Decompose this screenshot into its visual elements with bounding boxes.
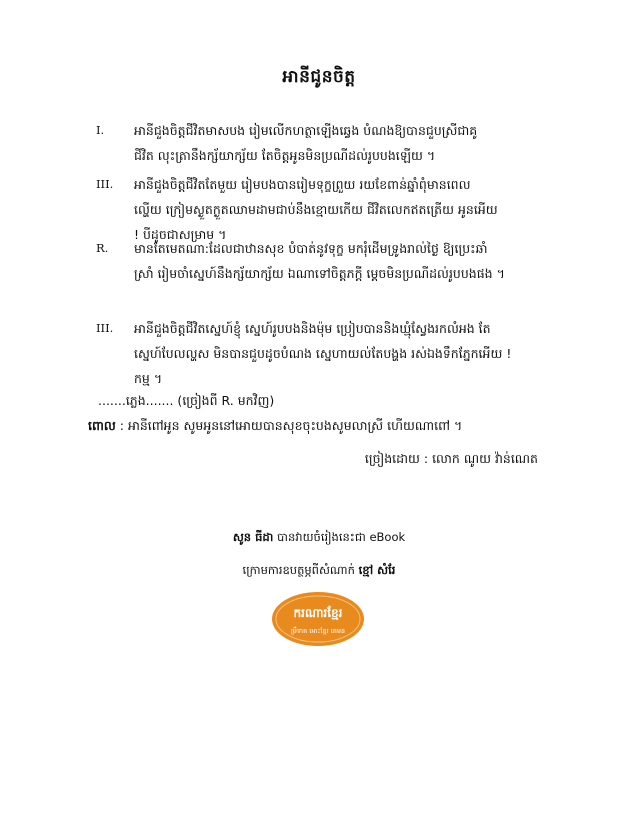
- verse-refrain: [98, 236, 538, 286]
- spoken-note: [88, 418, 462, 437]
- verse-line: ! បីដូចជាសម្រាម ។: [134, 227, 227, 242]
- singer-credit: ច្រៀងដោយ : លោក ណូយ វ៉ាន់ណេត: [364, 451, 538, 466]
- sponsor-name: ខ្មៅ សំរែ: [358, 563, 396, 577]
- verse-line: ស្នេហ៍បែលល្ហស មិនបានជួបដូចបំណង ស្នេហាយល់តែបង្ហង រស់ឯងទឹកភ្នែកអើយ !: [134, 346, 512, 361]
- logo-subtitle: ម្រឹទាគ អោះខ្មែរ គេមន: [290, 627, 346, 635]
- verse-line: អានីជួងចិត្តជីវិតតែមួយ រៀមបងបានរៀមទុក្ខព្រួយ រយខែពាន់ឆ្នាំពុំមានពេល: [134, 177, 471, 192]
- verse-line: មានតែមេតណា:ដែលជាឋានសុខ បំបាត់នូវទុក្ខ មករុំដើមទ្រូងរាល់ថ្ងៃ ឱ្យប្រេះឆាំ: [134, 241, 488, 256]
- verse-3: [98, 316, 538, 391]
- logo-title: ករណារខ្មែរ: [293, 606, 343, 620]
- verse-line: កម្ម ។: [134, 371, 163, 386]
- verse-number: III.: [96, 177, 114, 191]
- verse-line: អានីជួងចិត្តជីវិតមាសបង រៀមលើកហត្ថាឡើងឆ្វេង បំណងឱ្យបានជួបស្រីជាគូ: [134, 123, 478, 138]
- spoken-note-text: : អានីពៅអូន សូមអូននៅអោយបានសុខចុះបងសូមលាស្រី ហើយណាពៅ ។: [115, 418, 463, 433]
- verse-1: [98, 118, 538, 168]
- spoken-note-label: ពោល: [88, 418, 116, 433]
- chorus-note: .......ភ្លេង....... (ច្រៀងពី R. មកវិញ): [98, 393, 275, 408]
- verse-number: R.: [96, 241, 109, 255]
- verse-number: III.: [96, 321, 114, 335]
- verse-line: ស្រាំ រៀមចាំស្នេហ៍នឹងក្ស័យាក្ស័យ ឯណាទៅចិត្តភក្តី ម្តេចមិនប្រណីដល់រូបបងផង ។: [134, 266, 505, 281]
- page-title: អានីជូនចិត្ត: [282, 67, 356, 87]
- verse-line: ល្ហើយ ក្រៀមស្ងួតក្ងួតឈាមដាមជាប់នឹងខ្មោយកើយ ជីវិតលេកឥតត្រើយ អូនអើយ: [134, 202, 498, 217]
- sponsor-credit: [0, 563, 638, 580]
- sponsor-text: ក្រោមការឧបត្ថម្ភពីសំណាក់: [242, 563, 359, 577]
- khmer-logo-icon: [270, 590, 366, 648]
- typist-text: បានវាយចំរៀងនេះជា eBook: [273, 530, 406, 544]
- typist-name: សូន ធីដា: [232, 530, 274, 544]
- verse-line: អានីជួងចិត្តជីវិតស្នេហ៍ខ្ញុំ ស្នេហ៍រូបបងនិងម៉ុម ប្រៀបបាននិងឃ្មុំស្វែងរកលំអង តែ: [134, 321, 491, 336]
- verse-number: I.: [96, 123, 105, 137]
- typist-credit: [0, 530, 638, 547]
- verse-line: ជីវិត លុះត្រានឹងក្ស័យាក្ស័យ តែចិត្តអូនមិនប្រណីដល់រូបបងឡើយ ។: [134, 148, 436, 163]
